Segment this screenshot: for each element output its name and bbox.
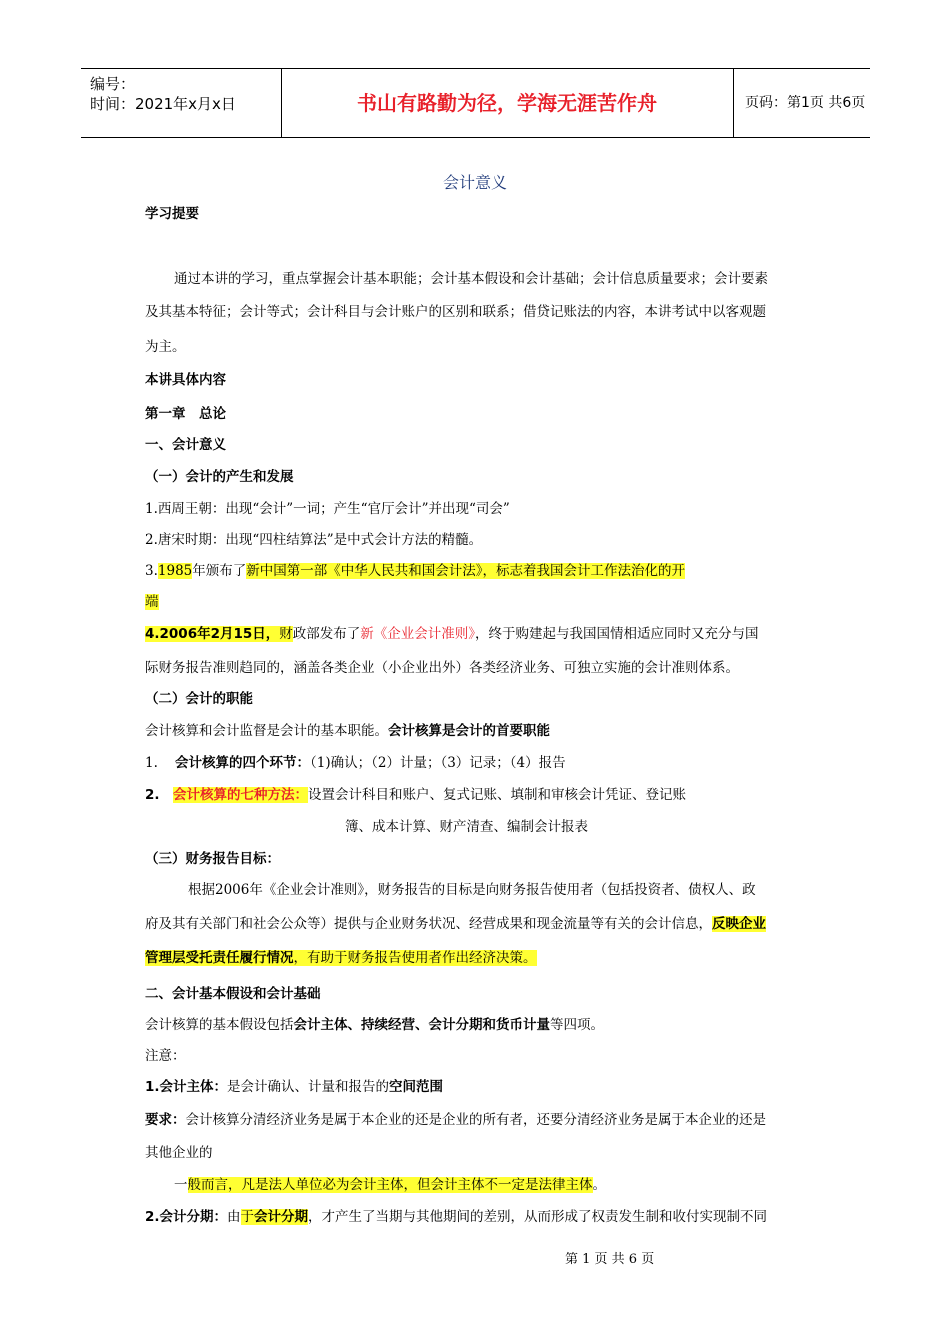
function-1-num: 1. bbox=[145, 755, 158, 771]
item-2: 2.唐宋时期：出现“四柱结算法”是中式会计方法的精髓。 bbox=[145, 532, 483, 548]
item-3-prefix: 3. bbox=[145, 563, 158, 579]
requirement-line-2: 其他企业的 bbox=[145, 1145, 213, 1161]
function-2-line-2: 簿、成本计算、财产清查、编制会计报表 bbox=[345, 819, 588, 835]
section-2-heading: 二、会计基本假设和会计基础 bbox=[145, 986, 321, 1002]
document-header bbox=[81, 68, 870, 138]
item-4-highlight: 财 bbox=[279, 626, 293, 642]
chapter-heading: 第一章 总论 bbox=[145, 406, 226, 422]
function-summary-b: 会计核算是会计的首要职能 bbox=[388, 723, 550, 739]
period-label: 2.会计分期： bbox=[145, 1209, 228, 1225]
subsection-2-heading: （二）会计的职能 bbox=[145, 691, 253, 707]
period-line bbox=[145, 1207, 767, 1227]
item-4-red: 新《企业会计准则》 bbox=[360, 626, 476, 642]
content-heading: 本讲具体内容 bbox=[145, 372, 226, 388]
item-4-text-b: ，终于购建起与我国国情相适应同时又充分与国 bbox=[475, 626, 759, 642]
goal-line-1: 根据2006年《企业会计准则》，财务报告的目标是向财务报告使用者（包括投资者、债权人、政 bbox=[188, 882, 756, 898]
document-title: 会计意义 bbox=[442, 173, 507, 192]
general-end: 。 bbox=[592, 1177, 606, 1193]
goal-line-3 bbox=[145, 948, 537, 968]
goal-line-2-a: 府及其有关部门和社会公众等）提供与企业财务状况、经营成果和现金流量等有关的会计信息， bbox=[145, 916, 712, 932]
subsection-3-heading: （三）财务报告目标： bbox=[145, 851, 280, 867]
function-summary bbox=[145, 721, 550, 741]
function-2-num: 2. bbox=[145, 787, 160, 803]
requirement-line bbox=[145, 1110, 766, 1130]
item-4 bbox=[145, 624, 759, 644]
requirement-label: 要求： bbox=[145, 1112, 186, 1128]
assumption-a: 会计核算的基本假设包括 bbox=[145, 1017, 294, 1033]
assumption-b: 会计主体、持续经营、会计分期和货币计量 bbox=[293, 1017, 550, 1033]
page-info: 页码：第1页 共6页 bbox=[745, 95, 866, 111]
function-2-text: 设置会计科目和账户、复式记账、填制和审核会计凭证、登记账 bbox=[308, 787, 686, 803]
header-meta-cell bbox=[81, 69, 282, 137]
number-label: 编号： bbox=[90, 75, 136, 93]
period-b: ，才产生了当期与其他期间的差别，从而形成了权责发生制和收付实现制不同 bbox=[308, 1209, 768, 1225]
date-label: 时间：2021年x月x日 bbox=[90, 95, 236, 113]
item-4-text-a: 政部发布了 bbox=[292, 626, 361, 642]
intro-line-2: 及其基本特征；会计等式；会计科目与会计账户的区别和联系；借贷记账法的内容，本讲考试中以客观题 bbox=[145, 304, 766, 320]
assumption-line bbox=[145, 1015, 604, 1035]
item-3-year: 1985 bbox=[157, 563, 193, 579]
subsection-1-heading: （一）会计的产生和发展 bbox=[145, 469, 294, 485]
period-highlight-bold: 会计分期 bbox=[254, 1209, 309, 1225]
assumption-c: 等四项。 bbox=[550, 1017, 604, 1033]
item-4-line-2: 际财务报告准则趋同的，涵盖各类企业（小企业出外）各类经济业务、可独立实施的会计准则体系。 bbox=[145, 660, 739, 676]
entity-text-b: 空间范围 bbox=[389, 1079, 444, 1095]
period-a: 由 bbox=[227, 1209, 241, 1225]
item-3-cont-text: 端 bbox=[145, 594, 159, 610]
function-summary-a: 会计核算和会计监督是会计的基本职能。 bbox=[145, 723, 388, 739]
entity-line bbox=[145, 1077, 443, 1097]
general-a: 一 bbox=[174, 1177, 188, 1193]
function-1-text: （1)确认；（2）计量；（3）记录；（4）报告 bbox=[310, 755, 566, 771]
function-1 bbox=[145, 753, 566, 773]
item-3-highlight: 新中国第一部《中华人民共和国会计法》，标志着我国会计工作法治化的开 bbox=[246, 563, 685, 579]
general-line bbox=[174, 1175, 606, 1195]
intro-line-1: 通过本讲的学习，重点掌握会计基本职能；会计基本假设和会计基础；会计信息质量要求；会计要素 bbox=[174, 271, 768, 287]
function-2 bbox=[145, 785, 686, 805]
header-page-cell bbox=[733, 69, 870, 137]
goal-line-2 bbox=[145, 914, 766, 934]
study-outline-heading: 学习提要 bbox=[145, 206, 199, 222]
item-4-date: 4.2006年2月15日， bbox=[145, 626, 280, 642]
period-highlight: 于 bbox=[240, 1209, 255, 1225]
entity-text-a: 是会计确认、计量和报告的 bbox=[227, 1079, 390, 1095]
intro-line-3: 为主。 bbox=[145, 339, 186, 355]
goal-line-3-b: ，有助于财务报告使用者作出经济决策。 bbox=[293, 950, 537, 966]
function-1-label: 会计核算的四个环节： bbox=[175, 755, 310, 771]
header-motto-cell bbox=[281, 69, 734, 137]
note-label: 注意： bbox=[145, 1048, 186, 1064]
goal-line-2-b: 反映企业 bbox=[712, 916, 766, 932]
item-3 bbox=[145, 561, 685, 581]
page-footer: 第 1 页 共 6 页 bbox=[565, 1252, 655, 1267]
general-highlight: 般而言，凡是法人单位必为会计主体，但会计主体不一定是法律主体 bbox=[187, 1177, 593, 1193]
item-3-cont bbox=[145, 592, 159, 612]
function-2-label: 会计核算的七种方法： bbox=[173, 787, 308, 803]
entity-label: 1.会计主体： bbox=[145, 1079, 228, 1095]
section-1-heading: 一、会计意义 bbox=[145, 437, 226, 453]
item-3-mid: 年颁布了 bbox=[192, 563, 247, 579]
item-1: 1.西周王朝：出现“会计”一词；产生“官厅会计”并出现“司会” bbox=[145, 501, 510, 517]
requirement-text: 会计核算分清经济业务是属于本企业的还是企业的所有者，还要分清经济业务是属于本企业的还是 bbox=[185, 1112, 766, 1128]
motto: 书山有路勤为径，学海无涯苦作舟 bbox=[357, 91, 657, 115]
goal-line-3-a: 管理层受托责任履行情况 bbox=[145, 950, 294, 966]
